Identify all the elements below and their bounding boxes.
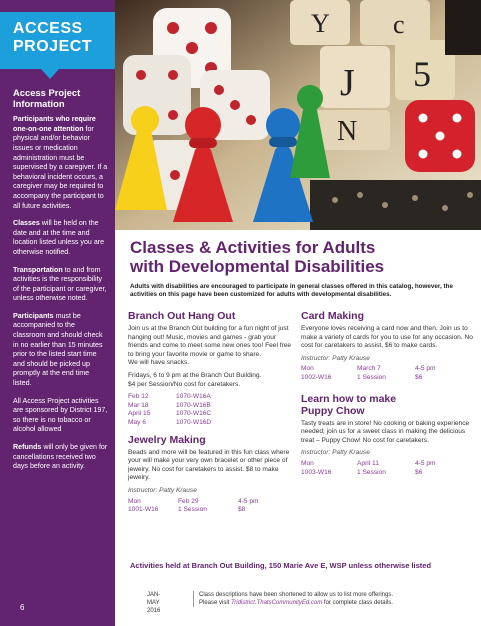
- branch-out-sessions: [128, 393, 295, 427]
- info-refunds: Refunds will only be given for cancellations received two days before an activity.: [13, 443, 108, 471]
- right-column: [301, 310, 473, 477]
- puppy-chow-description: Tasty treats are in store! No cooking or baking experience needed; join us for a sweet class in making the delicious treat – Puppy Chow! No cost for caretakers.: [301, 419, 470, 444]
- jewelry-description: Beads and more will be featured in this fun class where your will make your very own bracelet or other piece of jewelry. No cost for caretakers to assist. $8 to make jewelry.: [128, 448, 290, 482]
- svg-text:5: 5: [413, 54, 431, 94]
- board-game-illustration: [115, 0, 481, 230]
- svg-text:N: N: [337, 116, 358, 147]
- puppy-chow-schedule: Mon April 11 4-5 pm 1003-W16 1 Session $6: [301, 459, 436, 476]
- info-classes: Classes will be held on the date and at the time and location listed unless you are otherwise notified.: [13, 219, 105, 256]
- card-making-schedule: Mon March 7 4-5 pm 1002-W16 1 Session $6: [301, 365, 436, 381]
- branch-out-title: Branch Out Hang Out: [128, 310, 236, 322]
- svg-text:c: c: [393, 10, 405, 39]
- puppy-chow-title: Learn how to make Puppy Chow: [301, 392, 397, 417]
- left-column: [128, 310, 295, 515]
- red-die: [405, 100, 475, 172]
- card-making-title: Card Making: [301, 310, 365, 322]
- svg-text:J: J: [340, 62, 355, 104]
- info-participants: Participants must be accompanied to the classroom and should check in no earlier than 15 minutes prior to the listed start time and should be picked up promptly at the end time listed.: [13, 311, 103, 388]
- intro-text: Adults with disabilities are encouraged to participate in general classes offered in this catalog, however, the activities on this page have been customized for adults with developmental disabilities.: [130, 283, 453, 299]
- jewelry-instructor: Instructor: Patty Krause: [128, 486, 197, 494]
- jewelry-title: Jewelry Making: [128, 433, 206, 446]
- sidebar: [0, 0, 115, 626]
- card-making-description: Everyone loves receiving a card now and then. Join us to make a variety of cards for you to use for any occasion. No cost for caretakers to assist, $6 to make cards.: [301, 325, 473, 350]
- info-sponsor: All Access Project activities are sponsored by District 197, so there is no tobacco or alcohol allowed: [13, 396, 108, 434]
- footer-note: Class descriptions have been shortened to allow us to list more offerings. Please visit Tridistrict.ThatsCommunityEd.com for complete class details.: [199, 592, 393, 606]
- session-date: May 6: [128, 418, 146, 426]
- footer-divider: [193, 591, 194, 607]
- info-one-on-one: Participants who require one-on-one attention for physical and/or behavior issues or medication administration must be supervised by a caregiver. If a behavioral incident occurs, a caregiver may be required to accompany the participant to all future activities.: [13, 115, 108, 210]
- session-date: Feb 12: [128, 393, 149, 401]
- jewelry-schedule: Mon Feb 29 4-5 pm 1001-W16 1 Session $8: [128, 497, 259, 514]
- info-heading: Access Project Information: [13, 87, 81, 109]
- session-code: 1070-W16D: [176, 418, 212, 426]
- location-note: Activities held at Branch Out Building, 150 Marie Ave E, WSP unless otherwise listed: [130, 561, 432, 570]
- session-code: 1070-W16C: [176, 410, 212, 418]
- session-date: April 15: [128, 410, 151, 418]
- main-content: [115, 230, 481, 626]
- access-project-info: [13, 88, 109, 480]
- puppy-chow-instructor: Instructor: Patty Krause: [301, 449, 370, 457]
- session-code: 1070-W16A: [176, 393, 211, 401]
- board-game-photo: [115, 0, 481, 230]
- branch-out-details: Fridays, 6 to 9 pm at the Branch Out Building. $4 per Session/No cost for caretakers.: [128, 371, 262, 388]
- website-link[interactable]: Tridistrict.ThatsCommunityEd.com: [231, 600, 323, 606]
- game-board: [310, 180, 481, 230]
- badge-pointer: [41, 69, 59, 79]
- card-making-instructor: Instructor: Patty Krause: [301, 354, 370, 362]
- branch-out-description: Join us at the Branch Out building for a fun night of just hanging out! Music, movies and games - grab your friends and come to meet some new ones too! Feel free to bring your favorite movie or game to share. We will have snacks.: [128, 325, 292, 367]
- session-code: 1070-W16B: [176, 401, 211, 409]
- page-number: 6: [20, 603, 25, 612]
- info-transportation: Transportation to and from activities is the responsibility of the participant or caregiver, unless otherwise noted.: [13, 265, 107, 303]
- session-date: Mar 18: [128, 401, 149, 409]
- svg-text:Y: Y: [311, 9, 330, 38]
- access-project-title: ACCESS PROJECT: [13, 20, 93, 55]
- catalog-date: JAN-MAY 2016: [147, 592, 161, 614]
- page-title: Classes & Activities for Adults with Developmental Disabilities: [130, 238, 385, 276]
